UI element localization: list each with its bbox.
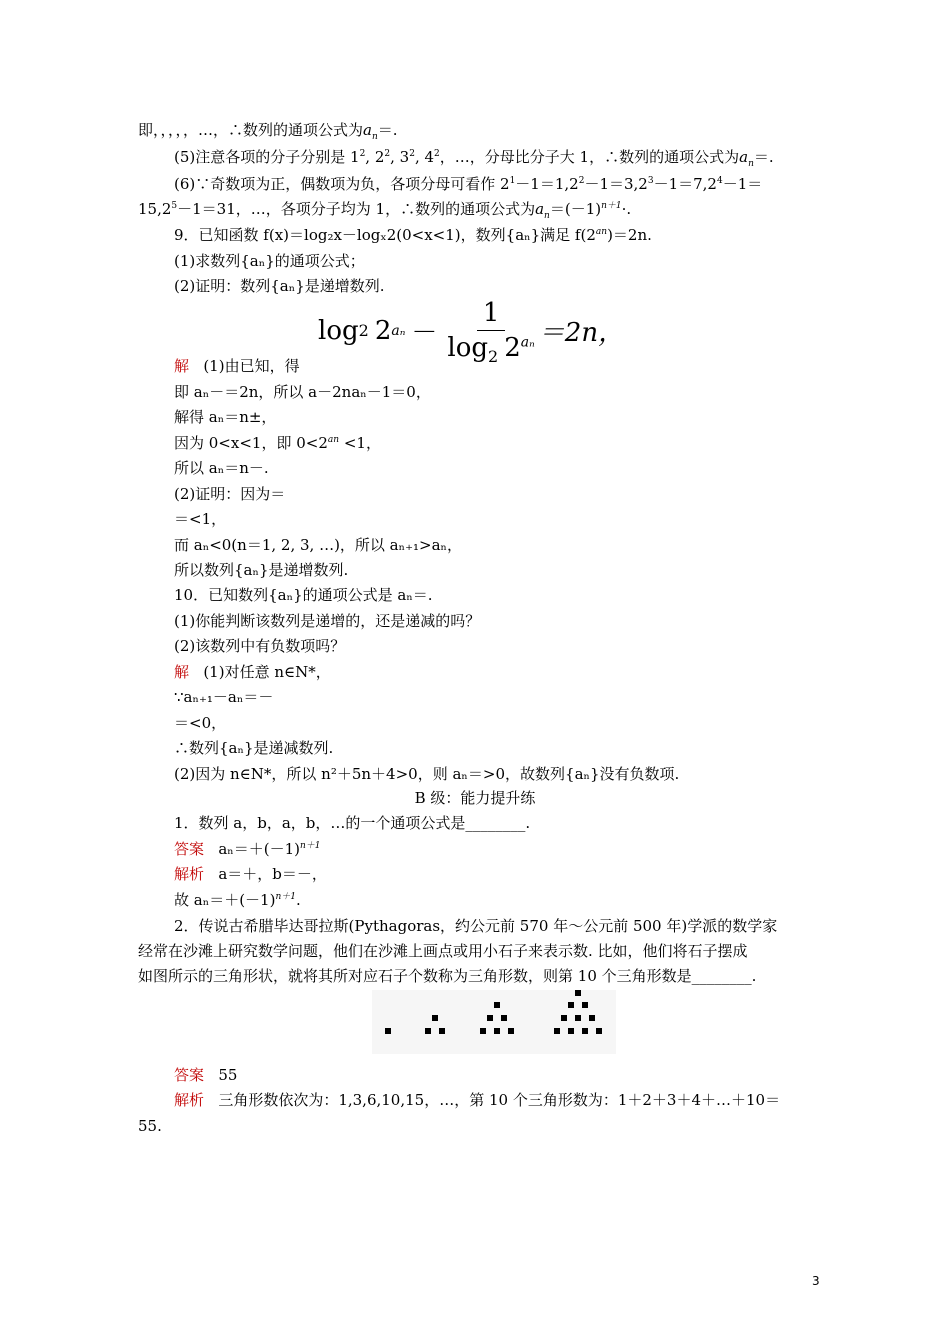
answer-label: 解: [174, 357, 190, 375]
text-line: (5)注意各项的分子分别是 $1^2$, $2^2$, $3^2$, $4^2$，…，分母比分子大 1，∴数列的通项公式为$a_n=$.: [174, 148, 774, 169]
stone: [508, 1028, 514, 1034]
question-10: 10．已知数列{aₙ}的通项公式是 aₙ＝.: [174, 586, 433, 604]
section-heading: B 级：能力提升练: [414, 789, 536, 807]
solution-9-line: ＝<1，: [174, 510, 227, 528]
stone: [582, 1028, 588, 1034]
stone: [561, 1015, 567, 1021]
analysis-label: 解析: [174, 865, 205, 883]
solution-9-line: 即 aₙ－＝2n，所以 a－2naₙ－1＝0，: [174, 383, 431, 401]
solution-9-line: 解得 aₙ＝n±，: [174, 408, 277, 426]
stone: [501, 1015, 507, 1021]
stone: [554, 1028, 560, 1034]
analysis-label: 解析: [174, 1091, 205, 1109]
solution-9-line: 而 aₙ<0(n＝1, 2, 3, …)，所以 aₙ₊₁>aₙ，: [174, 536, 463, 554]
question-10-part-1: (1)你能判断该数列是递增的，还是递减的吗？: [174, 612, 481, 630]
text-line: $15,2^5-1=31$，…，各项分子均为 1，∴数列的通项公式为$a_n=(-1)^{n+1}\cdot$.: [138, 200, 632, 221]
display-formula: log 2 2 aₙ － $\frac{1}{\log_2 2^{a_n}}$ ＝2n，: [318, 298, 625, 367]
stone: [432, 1015, 438, 1021]
analysis-b1: 解析 a＝＋，b＝－，: [174, 865, 327, 883]
question-b2: 经常在沙滩上研究数学问题，他们在沙滩上画点或用小石子来表示数. 比如，他们将石子摆成: [138, 942, 748, 960]
solution-9-line: 所以数列{aₙ}是递增数列.: [174, 561, 349, 579]
answer-label: 解: [174, 663, 190, 681]
stone: [575, 1015, 581, 1021]
solution-10-line: ∴数列{aₙ}是递减数列.: [174, 739, 334, 757]
fraction: $\frac{1}{\log_2 2^{a_n}}$: [447, 298, 535, 367]
question-10-part-2: (2)该数列中有负数项吗？: [174, 637, 346, 655]
answer-label: 答案: [174, 1066, 205, 1084]
question-9: 9．已知函数 f(x)＝log₂x－logₓ2(0<x<1)，数列{aₙ}满足 $f(2^{an})=2n$.: [174, 226, 652, 244]
page-number: 3: [812, 1274, 820, 1288]
stone: [494, 1028, 500, 1034]
solution-10-line: (2)因为 n∈N*，所以 n²＋5n＋4>0，则 aₙ＝>0，故数列{aₙ}没有负数项.: [174, 765, 680, 783]
stone: [385, 1028, 391, 1034]
solution-9-line: 所以 aₙ＝n－.: [174, 459, 269, 477]
stone: [568, 1002, 574, 1008]
solution-10-line: ∵aₙ₊₁－aₙ＝－: [174, 688, 274, 706]
question-9-part-2: (2)证明：数列{aₙ}是递增数列.: [174, 277, 385, 295]
analysis-b2: 55.: [138, 1117, 162, 1135]
text-line: (6)∵奇数项为正，偶数项为负，各项分母可看作 $2^1-1=1,2^2-1=3,2^3-1=7,2^4-1=$: [174, 175, 763, 193]
solution-9-line: 解 (1)由已知，得: [174, 357, 300, 375]
solution-9-line: 因为 0<x<1，即 $0<2^{an} <1$，: [174, 434, 381, 452]
stone: [568, 1028, 574, 1034]
stone: [596, 1028, 602, 1034]
stone: [487, 1015, 493, 1021]
triangular-numbers-figure: [372, 990, 616, 1054]
stone: [589, 1015, 595, 1021]
answer-label: 答案: [174, 840, 205, 858]
text-line: 即，，，，，…，∴数列的通项公式为$a_n=$.: [138, 121, 398, 142]
answer-b2: 答案 55: [174, 1066, 238, 1084]
question-b1: 1．数列 a，b，a，b，…的一个通项公式是________.: [174, 814, 531, 832]
question-b2: 如图所示的三角形状，就将其所对应石子个数称为三角形数，则第 10 个三角形数是________.: [138, 967, 757, 985]
stone: [494, 1002, 500, 1008]
solution-10-line: 解 (1)对任意 n∈N*，: [174, 663, 331, 681]
stone: [425, 1028, 431, 1034]
solution-10-line: ＝<0，: [174, 714, 227, 732]
question-b2: 2．传说古希腊毕达哥拉斯(Pythagoras，约公元前 570 年～公元前 500 年)学派的数学家: [174, 917, 778, 935]
stone: [480, 1028, 486, 1034]
answer-b1: 答案 $a_n=+(-1)^{n+1}$: [174, 840, 321, 858]
stone: [439, 1028, 445, 1034]
analysis-b2: 解析 三角形数依次为：1,3,6,10,15，…，第 10 个三角形数为：1＋2＋3＋4＋…＋10＝: [174, 1091, 781, 1109]
stone: [582, 1002, 588, 1008]
stone: [575, 990, 581, 996]
solution-9-line: (2)证明：因为＝: [174, 485, 286, 503]
analysis-b1: 故 $a_n=+(-1)^{n+1}$.: [174, 891, 301, 909]
question-9-part-1: (1)求数列{aₙ}的通项公式；: [174, 252, 365, 270]
